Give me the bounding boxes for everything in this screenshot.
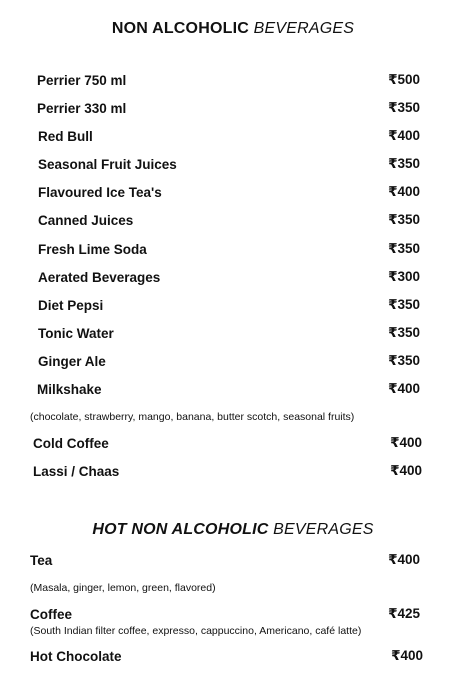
- menu-item-name: Tonic Water: [38, 326, 114, 341]
- menu-item-name: Cold Coffee: [33, 436, 109, 451]
- menu-item-price: ₹350: [388, 156, 420, 171]
- menu-item-name: Aerated Beverages: [38, 270, 161, 285]
- menu-item-name: Perrier 750 ml: [37, 73, 127, 88]
- menu-item-price: ₹400: [390, 463, 422, 478]
- menu-item-price: ₹350: [388, 241, 420, 256]
- menu-item-name: Canned Juices: [38, 213, 134, 228]
- menu-item-price: ₹350: [388, 212, 420, 227]
- menu-item-price: ₹400: [388, 381, 420, 396]
- menu-item-name: Hot Chocolate: [30, 649, 122, 664]
- menu-item-name: Flavoured Ice Tea's: [38, 185, 162, 200]
- section-title-hot-non-alcoholic: [0, 521, 466, 539]
- menu-item-note: (Masala, ginger, lemon, green, flavored): [30, 582, 216, 594]
- menu-item-price: ₹400: [388, 552, 420, 567]
- menu-item-name: Ginger Ale: [38, 354, 106, 369]
- menu-item-price: ₹400: [390, 435, 422, 450]
- section-title-italic: BEVERAGES: [253, 20, 355, 37]
- menu-item-name: Red Bull: [38, 129, 93, 144]
- menu-item-price: ₹400: [388, 184, 420, 199]
- menu-item-name: Coffee: [30, 607, 73, 622]
- menu-item-name: Lassi / Chaas: [33, 464, 120, 479]
- menu-item-price: ₹300: [388, 269, 420, 284]
- menu-item-price: ₹425: [388, 606, 420, 621]
- menu-item-price: ₹350: [388, 297, 420, 312]
- menu-item-price: ₹400: [388, 128, 420, 143]
- menu-item-note: (South Indian filter coffee, expresso, cappuccino, Americano, café latte): [30, 625, 362, 637]
- menu-item-price: ₹350: [388, 325, 420, 340]
- menu-item-note: (chocolate, strawberry, mango, banana, butter scotch, seasonal fruits): [30, 411, 355, 423]
- section-title-bold: NON ALCOHOLIC: [111, 20, 249, 37]
- menu-item-name: Fresh Lime Soda: [38, 242, 147, 257]
- section-title-italic: BEVERAGES: [273, 521, 374, 538]
- menu-item-name: Tea: [30, 553, 53, 568]
- menu-item-price: ₹350: [388, 100, 420, 115]
- menu-item-price: ₹500: [388, 72, 420, 87]
- menu-item-name: Milkshake: [37, 382, 102, 397]
- menu-item-name: Perrier 330 ml: [37, 101, 127, 116]
- menu-item-name: Diet Pepsi: [38, 298, 104, 313]
- menu-item-price: ₹400: [391, 648, 423, 663]
- menu-item-name: Seasonal Fruit Juices: [38, 157, 177, 172]
- menu-item-price: ₹350: [388, 353, 420, 368]
- section-title-non-alcoholic: [0, 20, 466, 38]
- section-title-bold: HOT NON ALCOHOLIC: [92, 521, 269, 538]
